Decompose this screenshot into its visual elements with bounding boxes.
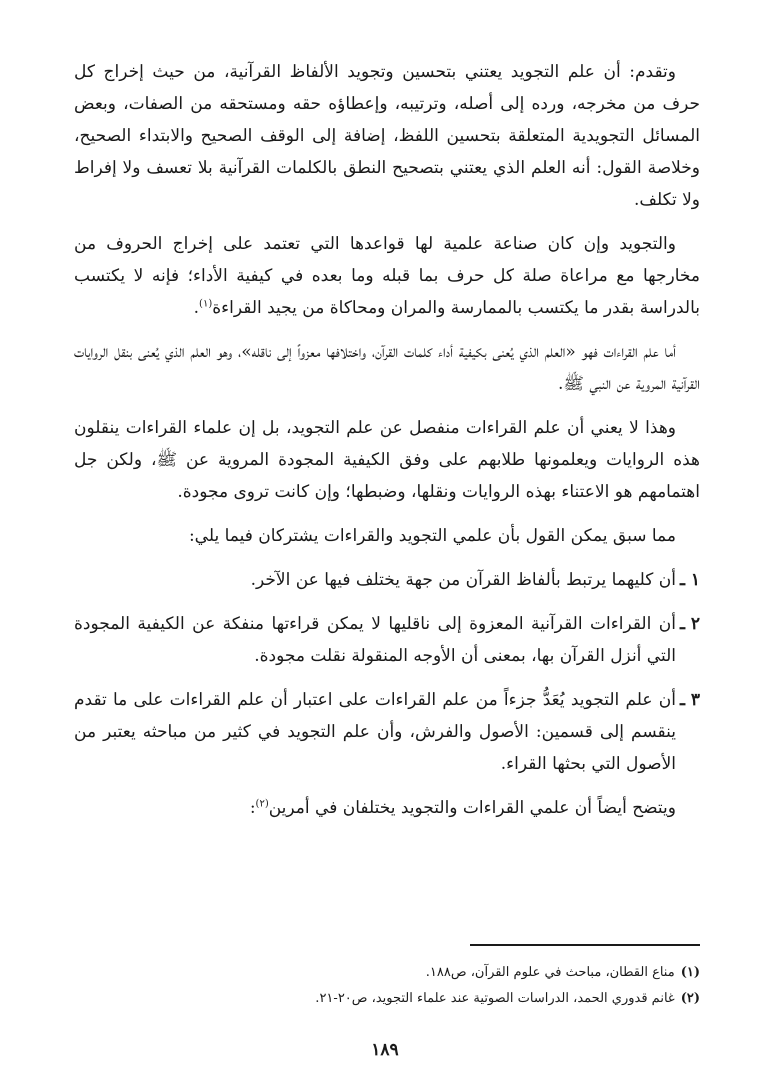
- list-item-1: [74, 564, 700, 596]
- list-number-2: ٢ ـ: [679, 614, 700, 634]
- paragraph-2-end: .: [193, 298, 200, 318]
- list-text-2: أن القراءات القرآنية المعزوة إلى ناقليها لا يمكن قراءتها منفكة عن الكيفية المجودة التي أنزل القرآن بها، بمعنى أن الأوجه المنقولة نقلت مجودة.: [74, 614, 676, 666]
- list-number-1: ١ ـ: [679, 570, 700, 590]
- paragraph-2-text: والتجويد وإن كان صناعة علمية لها قواعدها التي تعتمد على إخراج الحروف من مخارجها مع مراعاة صلة كل حرف بما قبله وما بعده في كيفية الأداء؛ فإنه لا يكتسب بالدراسة بقدر ما يكتسب بالممارسة والمران ومحاكاة من يجيد القراءة: [74, 234, 700, 318]
- footnote-ref-2[interactable]: (٢): [255, 798, 269, 810]
- footnote-divider: [470, 944, 700, 946]
- list-text-3: أن علم التجويد يُعَدُّ جزءاً من علم القراءات على اعتبار أن علم القراءات على ما تقدم ينقسم إلى قسمين: الأصول والفرش، وأن علم التجويد في كثير من مباحثه يعتبر من الأصول التي بحثها القراء.: [74, 690, 676, 774]
- list-number-3: ٣ ـ: [679, 690, 700, 710]
- footnotes: [74, 960, 700, 1012]
- page-body: [74, 56, 700, 836]
- list-item-2: [74, 608, 700, 672]
- footnote-2: [74, 986, 700, 1012]
- footnote-text-2: غانم قدوري الحمد، الدراسات الصوتية عند علماء التجويد، ص٢٠-٢١.: [315, 991, 675, 1006]
- closing-paragraph: [74, 792, 700, 824]
- closing-end: :: [249, 798, 256, 818]
- footnote-number-1: (١): [680, 965, 700, 980]
- list-item-3: [74, 684, 700, 780]
- footnote-number-2: (٢): [680, 991, 700, 1006]
- paragraph-3: أما علم القراءات فهو «العلم الذي يُعنى بكيفية أداء كلمات القرآن، واختلافها معزواً إلى ناقله»، وهو العلم الذي يُعنى بنقل الروايات القرآنية المروية عن النبي ﷺ.: [74, 342, 700, 394]
- footnote-ref-1[interactable]: (١): [199, 298, 213, 310]
- paragraph-2: [74, 228, 700, 324]
- paragraph-5: مما سبق يمكن القول بأن علمي التجويد والقراءات يشتركان فيما يلي:: [188, 526, 676, 546]
- list-text-1: أن كليهما يرتبط بألفاظ القرآن من جهة يختلف فيها عن الآخر.: [250, 570, 676, 590]
- footnote-text-1: مناع القطان، مباحث في علوم القرآن، ص١٨٨.: [425, 965, 675, 980]
- paragraph-4: وهذا لا يعني أن علم القراءات منفصل عن علم التجويد، بل إن علماء القراءات ينقلون هذه الروايات ويعلمونها طلابهم على وفق الكيفية المجودة المروية عن ﷺ، ولكن جل اهتمامهم هو الاعتناء بهذه الروايات ونقلها، وضبطها؛ وإن كانت تروى مجودة.: [74, 418, 700, 502]
- page-number: ١٨٩: [371, 1040, 399, 1060]
- closing-text: ويتضح أيضاً أن علمي القراءات والتجويد يختلفان في أمرين: [268, 798, 676, 818]
- paragraph-1: وتقدم: أن علم التجويد يعتني بتحسين وتجويد الألفاظ القرآنية، من حيث إخراج كل حرف من مخرجه، ورده إلى أصله، وترتيبه، وإعطاؤه حقه ومستحقه من الصفات، وبعض المسائل التجويدية المتعلقة بتحسين اللفظ، إضافة إلى الوقف الصحيح والابتداء الصحيح، وخلاصة القول: أنه العلم الذي يعتني بتصحيح النطق بالكلمات القرآنية بلا تعسف ولا إفراط ولا تكلف.: [74, 62, 700, 210]
- footnote-1: [74, 960, 700, 986]
